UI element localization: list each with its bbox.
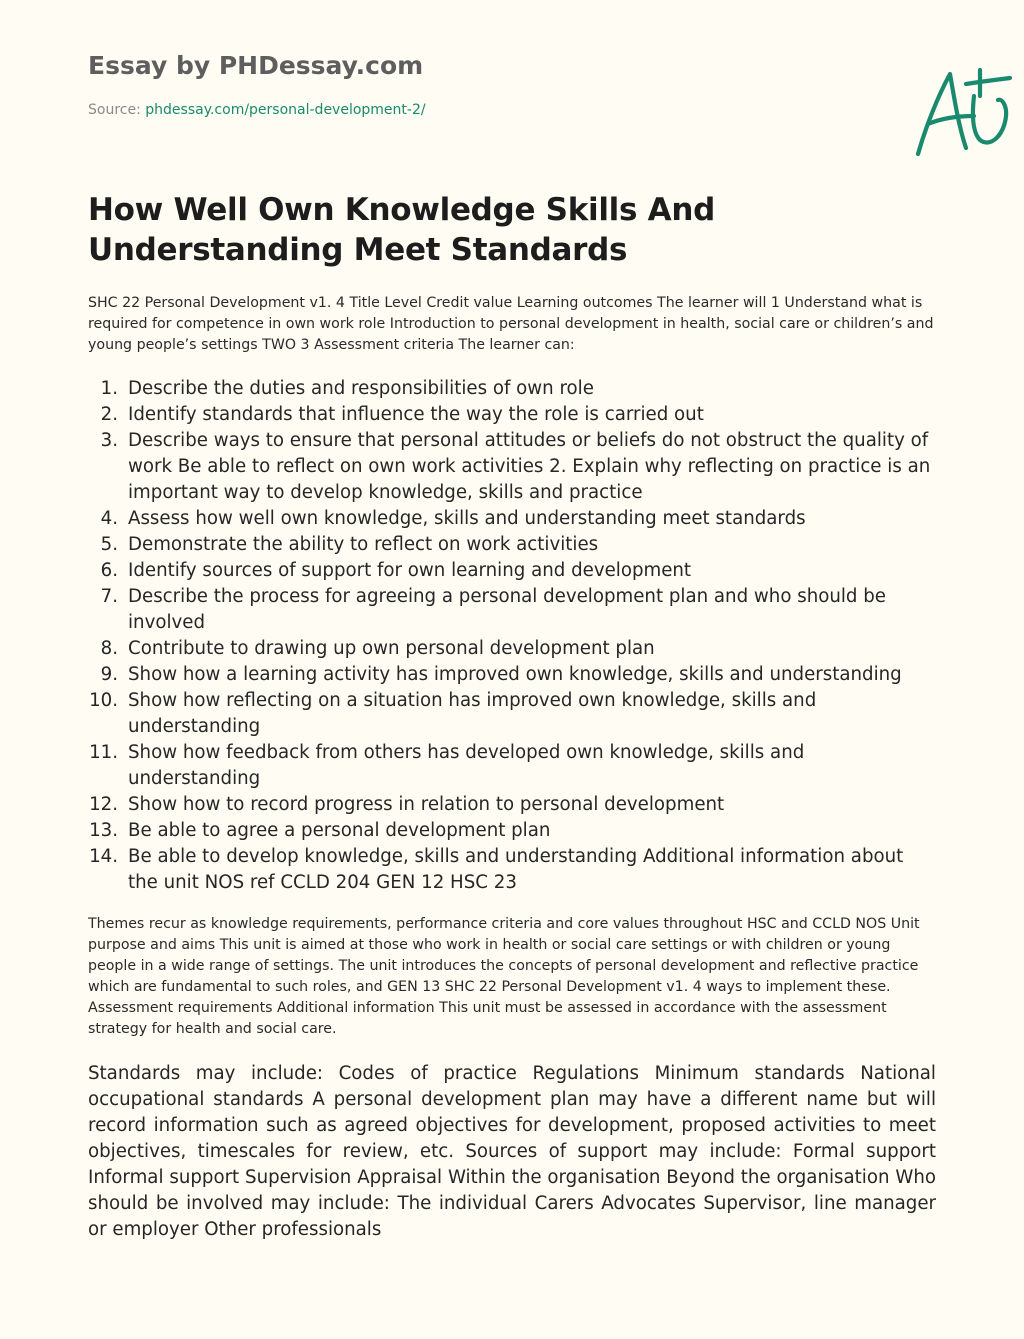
- list-item: [88, 662, 936, 688]
- list-item: [88, 792, 936, 818]
- list-item-number: 4.: [100, 508, 118, 529]
- list-item-text: Demonstrate the ability to reflect on work activities: [128, 534, 599, 555]
- list-item-number: 3.: [100, 430, 118, 451]
- source-link[interactable]: phdessay.com/personal-development-2/: [145, 102, 426, 118]
- list-item-text: Describe the process for agreeing a personal development plan and who should be involved: [128, 586, 886, 633]
- list-item: [88, 506, 936, 532]
- list-item-text: Identify sources of support for own learning and development: [128, 560, 692, 581]
- list-item: [88, 688, 936, 740]
- a-plus-logo-icon: [914, 66, 1014, 162]
- page-title: How Well Own Knowledge Skills And Understanding Meet Standards: [88, 192, 715, 268]
- list-item-number: 2.: [100, 404, 118, 425]
- intro-paragraph: SHC 22 Personal Development v1. 4 Title Level Credit value Learning outcomes The learner will 1 Understand what is required for competence in own work role Introduction to personal development in health, social care or children’s and young people’s settings TWO 3 Assessment criteria The learner can:: [88, 295, 934, 353]
- list-item: [88, 428, 936, 506]
- brand-title: Essay by PHDessay.com: [88, 51, 424, 80]
- list-item-number: 6.: [100, 560, 118, 581]
- list-item-text: Be able to develop knowledge, skills and understanding Additional information about the unit NOS ref CCLD 204 GEN 12 HSC 23: [128, 846, 904, 893]
- list-item-number: 11.: [89, 742, 118, 763]
- list-item: [88, 740, 936, 792]
- list-item-text: Show how a learning activity has improved own knowledge, skills and understanding: [128, 664, 902, 685]
- list-item: [88, 558, 936, 584]
- list-item-number: 14.: [89, 846, 118, 867]
- list-item: [88, 636, 936, 662]
- list-item: [88, 584, 936, 636]
- list-item-number: 7.: [100, 586, 118, 607]
- list-item-number: 9.: [100, 664, 118, 685]
- list-item: [88, 818, 936, 844]
- list-item-text: Show how to record progress in relation to personal development: [128, 794, 725, 815]
- list-item-number: 5.: [100, 534, 118, 555]
- list-item: [88, 376, 936, 402]
- list-item-text: Assess how well own knowledge, skills and understanding meet standards: [128, 508, 806, 529]
- list-item-number: 1.: [100, 378, 118, 399]
- list-item-number: 13.: [89, 820, 118, 841]
- list-item-number: 10.: [89, 690, 118, 711]
- source-line: [88, 102, 426, 118]
- list-item: [88, 532, 936, 558]
- list-item-text: Identify standards that influence the way the role is carried out: [128, 404, 704, 425]
- standards-paragraph: Standards may include: Codes of practice Regulations Minimum standards National occupational standards A personal development plan may have a different name but will record information such as agreed objectives for development, proposed activities to meet objectives, timescales for review, etc. Sources of support may include: Formal support Informal support Supervision Appraisal Within the organisation Beyond the organisation Who should be involved may include: The individual Carers Advocates Supervisor, line manager or employer Other professionals: [88, 1063, 936, 1240]
- list-item-number: 12.: [89, 794, 118, 815]
- assessment-criteria-list: [88, 376, 936, 896]
- list-item-number: 8.: [100, 638, 118, 659]
- list-item-text: Contribute to drawing up own personal development plan: [128, 638, 655, 659]
- list-item: [88, 844, 936, 896]
- list-item-text: Be able to agree a personal development plan: [128, 820, 551, 841]
- list-item-text: Show how feedback from others has developed own knowledge, skills and understanding: [128, 742, 805, 789]
- source-label: Source:: [88, 102, 146, 118]
- themes-paragraph: Themes recur as knowledge requirements, performance criteria and core values throughout HSC and CCLD NOS Unit purpose and aims This unit is aimed at those who work in health or social care settings or with children or young people in a wide range of settings. The unit introduces the concepts of personal development and reflective practice which are fundamental to such roles, and GEN 13 SHC 22 Personal Development v1. 4 ways to implement these. Assessment requirements Additional information This unit must be assessed in accordance with the assessment strategy for health and social care.: [88, 916, 920, 1037]
- list-item-text: Describe the duties and responsibilities of own role: [128, 378, 594, 399]
- list-item-text: Show how reflecting on a situation has improved own knowledge, skills and understanding: [128, 690, 817, 737]
- list-item-text: Describe ways to ensure that personal attitudes or beliefs do not obstruct the quality of work Be able to reflect on own work activities 2. Explain why reflecting on practice is an important way to develop knowledge, skills and practice: [128, 430, 931, 503]
- list-item: [88, 402, 936, 428]
